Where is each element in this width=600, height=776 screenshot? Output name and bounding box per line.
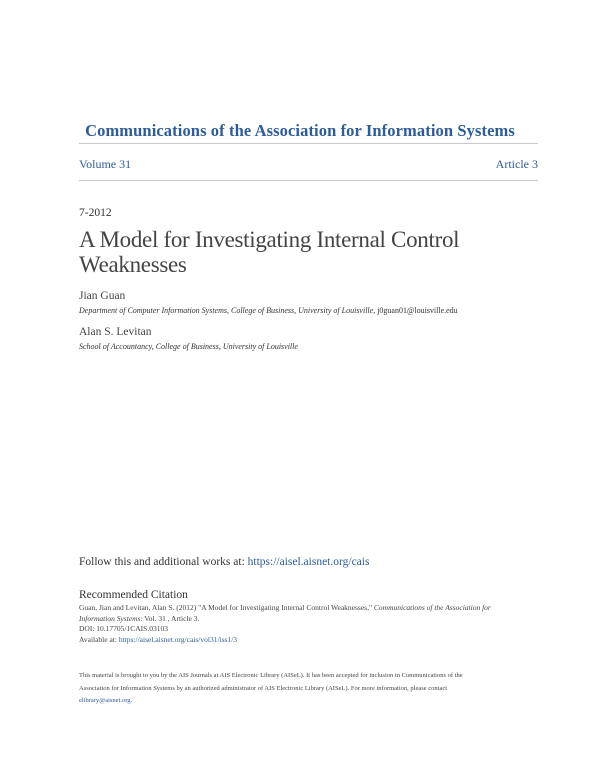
citation-volume: : Vol. 31 , Article 3. bbox=[140, 613, 200, 623]
footer-notice bbox=[79, 670, 539, 708]
contact-email-link[interactable]: elibrary@aisnet.org bbox=[79, 697, 131, 704]
paper-title-line1: A Model for Investigating Internal Control bbox=[79, 227, 460, 252]
available-label: Available at: bbox=[79, 634, 119, 644]
author-name[interactable]: Alan S. Levitan bbox=[79, 326, 152, 338]
affiliation-text: Department of Computer Information Systems, College of Business, University of Louisville bbox=[79, 306, 374, 315]
footer-line: This material is brought to you by the AIS Journals at AIS Electronic Library (AISeL). It has been accepted for inclusion in Communications of the bbox=[79, 672, 463, 679]
author-affiliation: School of Accountancy, College of Business, University of Louisville bbox=[79, 342, 298, 351]
article-link[interactable]: Article 3 bbox=[495, 157, 538, 171]
follow-line bbox=[79, 556, 369, 568]
article-url-link[interactable]: https://aisel.aisnet.org/cais/vol31/iss1/3 bbox=[118, 634, 238, 644]
footer-period: . bbox=[130, 697, 133, 704]
paper-title-line2: Weaknesses bbox=[79, 252, 187, 277]
follow-text: Follow this and additional works at: bbox=[79, 556, 248, 568]
citation-line bbox=[79, 614, 539, 625]
recommended-citation-heading: Recommended Citation bbox=[79, 589, 188, 601]
publication-date: 7-2012 bbox=[79, 207, 112, 219]
journal-title[interactable]: Communications of the Association for Information Systems bbox=[85, 121, 515, 140]
volume-link[interactable]: Volume 31 bbox=[79, 157, 132, 171]
author-email: , j0guan01@louisville.edu bbox=[373, 306, 458, 315]
citation-line bbox=[79, 603, 539, 614]
volume-bar bbox=[79, 143, 538, 181]
citation-journal: Communications of the Association for bbox=[373, 603, 491, 612]
author-affiliation bbox=[79, 306, 458, 315]
footer-contact bbox=[79, 695, 539, 708]
citation-text: Guan, Jian and Levitan, Alan S. (2012) "A Model for Investigating Internal Control Weaknesses," bbox=[79, 603, 374, 612]
citation-block bbox=[79, 603, 539, 645]
paper-title bbox=[79, 227, 539, 277]
citation-doi: DOI: 10.17705/1CAIS.03103 bbox=[79, 624, 168, 633]
citation-journal: Information Systems bbox=[79, 613, 141, 623]
footer-line: Association for Information Systems by an authorized administrator of AIS Electronic Library (AISeL). For more information, please contact bbox=[79, 684, 448, 692]
collection-link[interactable]: https://aisel.aisnet.org/cais bbox=[247, 556, 370, 568]
author-name[interactable]: Jian Guan bbox=[79, 290, 126, 302]
citation-available bbox=[79, 635, 539, 646]
